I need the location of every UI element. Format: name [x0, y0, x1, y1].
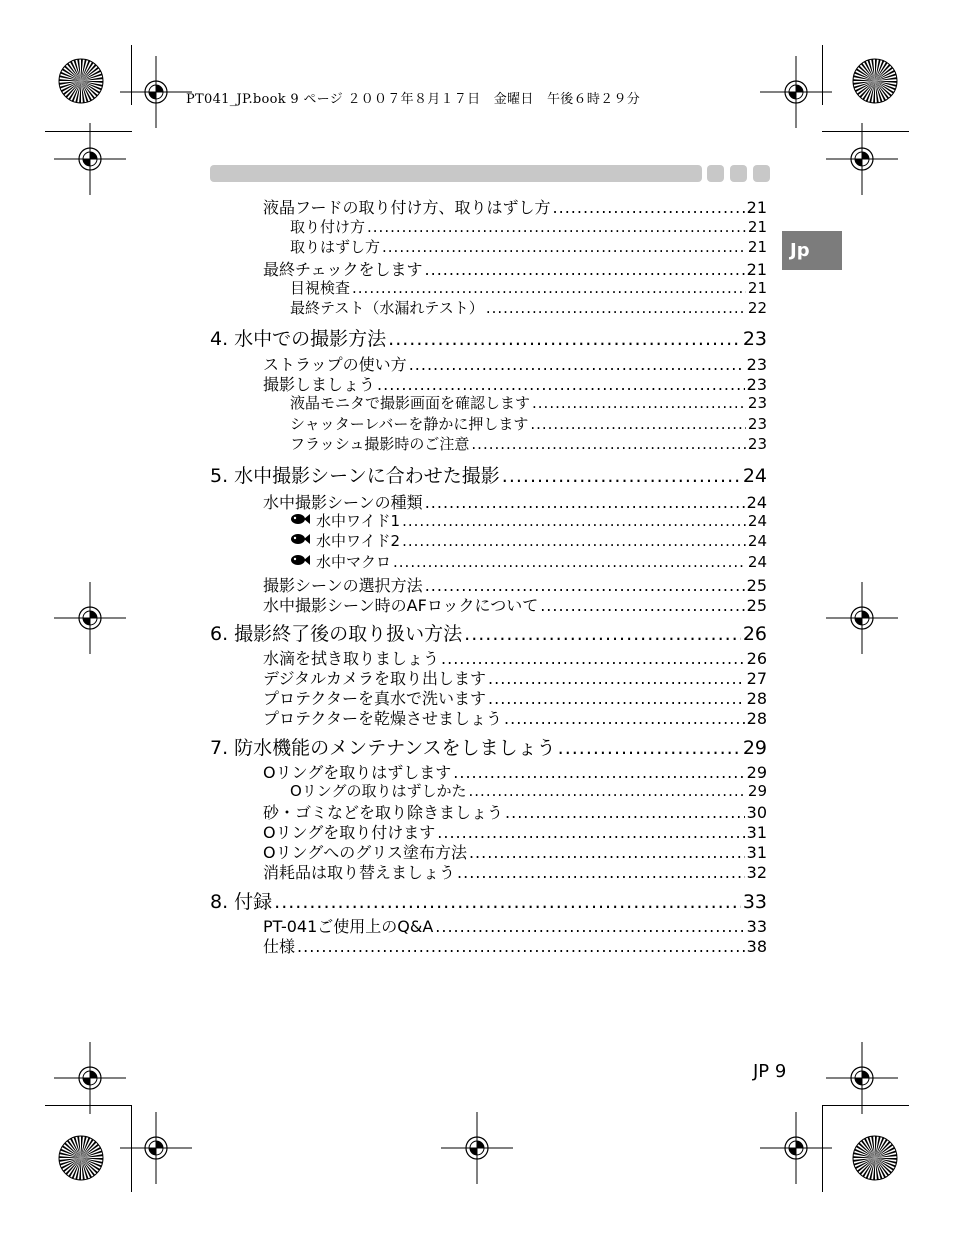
- toc-entry-title: [290, 510, 400, 531]
- toc-entry-title: [290, 530, 400, 551]
- toc-entry: [290, 433, 767, 452]
- toc-entry: [290, 530, 767, 549]
- toc-entry: [290, 413, 767, 432]
- toc-entry-text: 水中マクロ: [316, 553, 392, 571]
- toc-entry: [263, 706, 767, 726]
- toc-entry: [263, 914, 767, 934]
- toc-entry-text: プロテクターを乾燥させましょう: [263, 709, 503, 728]
- registration-mark-icon: [826, 123, 898, 195]
- toc-entry-text: 取り付け方: [290, 218, 366, 236]
- header-bar: [210, 165, 702, 182]
- toc-entry-text: シャッターレバーを静かに押します: [290, 415, 529, 433]
- toc-entry-text: 最終テスト（水漏れテスト）: [290, 299, 484, 317]
- color-target-icon: [58, 58, 104, 104]
- toc-entry-text: フラッシュ撮影時のご注意: [290, 435, 470, 453]
- toc-entry-title: [290, 780, 467, 801]
- toc-entry: [263, 820, 767, 840]
- toc-entry-text: 砂・ゴミなどを取り除きましょう: [263, 803, 504, 822]
- header-square: [707, 165, 724, 182]
- toc-entry-page: 27: [746, 669, 767, 688]
- toc-entry-text: 6. 撮影終了後の取り扱い方法: [210, 623, 463, 645]
- toc-entry-text: 水中撮影シーンの種類: [263, 493, 423, 512]
- toc-entry-page: 26: [742, 623, 767, 645]
- toc-entry-page: 28: [746, 709, 767, 728]
- toc-entry-text: 水中ワイド1: [316, 512, 401, 530]
- toc-entry: [263, 195, 767, 215]
- toc-entry-text: 5. 水中撮影シーンに合わせた撮影: [210, 465, 500, 487]
- toc-entry-page: 29: [742, 737, 767, 759]
- registration-mark-icon: [54, 1042, 126, 1114]
- toc-leader-dots: [558, 737, 741, 759]
- toc-entry-page: 21: [746, 198, 767, 217]
- toc-entry-text: Oリングへのグリス塗布方法: [263, 843, 467, 862]
- registration-mark-icon: [826, 1042, 898, 1114]
- toc-entry: [263, 573, 767, 593]
- toc-entry-title: [263, 706, 502, 729]
- toc-entry: [210, 324, 767, 350]
- toc-entry-page: 24: [747, 532, 767, 550]
- toc-entry: [263, 352, 767, 372]
- toc-entry-text: 水滴を拭き取りましょう: [263, 649, 440, 668]
- toc-entry-title: [210, 619, 462, 646]
- toc-entry-page: 33: [746, 917, 767, 936]
- toc-entry: [263, 490, 767, 510]
- toc-entry: [290, 392, 767, 411]
- toc-entry-text: Oリングの取りはずしかた: [290, 782, 467, 800]
- toc-leader-dots: [352, 279, 746, 297]
- toc-leader-dots: [553, 198, 745, 217]
- toc-entry-text: 水中ワイド2: [316, 532, 401, 550]
- toc-entry-page: 26: [746, 649, 767, 668]
- toc-leader-dots: [471, 435, 746, 453]
- fish-macro-icon: [290, 553, 316, 570]
- registration-mark-icon: [441, 1112, 513, 1184]
- toc-entry-text: 液晶モニタで撮影画面を確認します: [290, 394, 531, 412]
- page-number: JP 9: [753, 1061, 787, 1082]
- toc-entry-title: [290, 413, 528, 434]
- language-tab: Jp: [782, 231, 842, 270]
- registration-mark-icon: [54, 123, 126, 195]
- toc-leader-dots: [382, 238, 746, 256]
- toc-entry-page: 22: [747, 299, 767, 317]
- toc-entry: [290, 551, 767, 570]
- toc-entry-page: 28: [746, 689, 767, 708]
- toc-entry-page: 23: [742, 328, 767, 350]
- toc-leader-dots: [297, 937, 745, 956]
- toc-entry-title: [290, 216, 365, 237]
- toc-entry: [263, 840, 767, 860]
- toc-entry: [263, 686, 767, 706]
- toc-entry-text: 7. 防水機能のメンテナンスをしましょう: [210, 737, 556, 759]
- print-header: PT041_JP.book 9 ページ ２００７年８月１７日 金曜日 午後６時２９分: [186, 92, 641, 107]
- toc-entry-title: [210, 324, 386, 351]
- toc-entry-page: 33: [742, 891, 767, 913]
- toc-entry-page: 21: [746, 260, 767, 279]
- toc-entry-title: [290, 433, 469, 454]
- toc-leader-dots: [402, 532, 746, 550]
- toc-entry: [290, 510, 767, 529]
- toc-entry-title: [290, 392, 530, 413]
- toc-entry-text: 4. 水中での撮影方法: [210, 328, 387, 350]
- toc-entry-page: 25: [746, 576, 767, 595]
- toc-entry: [263, 934, 767, 954]
- toc-entry: [263, 372, 767, 392]
- toc-entry-page: 24: [742, 465, 767, 487]
- toc-entry-title: [290, 297, 484, 318]
- toc-entry-title: [210, 887, 272, 914]
- toc-entry: [290, 297, 767, 316]
- toc-entry-page: 31: [746, 823, 767, 842]
- toc-entry-page: 30: [746, 803, 767, 822]
- registration-mark-icon: [760, 56, 832, 128]
- toc-entry-text: 消耗品は取り替えましょう: [263, 863, 456, 882]
- toc-entry-page: 38: [746, 937, 767, 956]
- toc-entry-page: 21: [747, 279, 767, 297]
- toc-entry: [290, 277, 767, 296]
- toc-entry-page: 29: [746, 763, 767, 782]
- toc-entry-title: [290, 551, 391, 572]
- toc-leader-dots: [402, 512, 746, 530]
- toc-entry: [263, 257, 767, 277]
- toc-entry-text: Oリングを取り付けます: [263, 823, 436, 842]
- registration-mark-icon: [120, 56, 192, 128]
- toc-entry-page: 24: [747, 553, 767, 571]
- toc-entry-title: [290, 277, 350, 298]
- toc-entry-title: [263, 593, 538, 616]
- toc-entry-page: 23: [746, 355, 767, 374]
- toc-leader-dots: [393, 553, 746, 571]
- toc-entry-page: 21: [747, 218, 767, 236]
- toc-entry-page: 31: [746, 843, 767, 862]
- toc-entry-text: デジタルカメラを取り出します: [263, 669, 487, 688]
- toc-entry: [263, 760, 767, 780]
- toc-entry-title: [263, 195, 551, 218]
- toc-entry-page: 29: [747, 782, 767, 800]
- color-target-icon: [58, 1135, 104, 1181]
- registration-mark-icon: [120, 1112, 192, 1184]
- toc-entry-text: 最終チェックをします: [263, 260, 423, 279]
- fish-wide-2-icon: [290, 532, 316, 549]
- toc-entry-text: 8. 付録: [210, 891, 273, 913]
- toc-leader-dots: [464, 623, 741, 645]
- toc-entry-text: プロテクターを真水で洗います: [263, 689, 487, 708]
- toc-entry-title: [263, 860, 455, 883]
- toc-entry-page: 24: [747, 512, 767, 530]
- toc-entry-title: [210, 733, 556, 760]
- toc-entry-title: [263, 934, 295, 957]
- registration-mark-icon: [54, 582, 126, 654]
- toc-entry-page: 23: [747, 435, 767, 453]
- registration-mark-icon: [760, 1112, 832, 1184]
- toc-leader-dots: [457, 863, 745, 882]
- toc-entry-page: 23: [747, 394, 767, 412]
- toc-leader-dots: [469, 782, 746, 800]
- toc-leader-dots: [532, 394, 746, 412]
- toc-entry-text: 撮影シーンの選択方法: [263, 576, 423, 595]
- toc-leader-dots: [504, 709, 745, 728]
- toc-leader-dots: [274, 891, 741, 913]
- header-square: [753, 165, 770, 182]
- toc-entry-page: 23: [747, 415, 767, 433]
- toc-entry: [263, 666, 767, 686]
- color-target-icon: [852, 58, 898, 104]
- toc-leader-dots: [367, 218, 746, 236]
- toc-entry-text: ストラップの使い方: [263, 355, 407, 374]
- toc-entry-title: [290, 236, 380, 257]
- header-square: [730, 165, 747, 182]
- toc-entry: [210, 887, 767, 913]
- toc-entry-text: 仕様: [263, 937, 296, 956]
- toc-entry: [210, 733, 767, 759]
- toc-entry-text: 液晶フードの取り付け方、取りはずし方: [263, 198, 551, 217]
- toc-leader-dots: [530, 415, 746, 433]
- registration-mark-icon: [826, 582, 898, 654]
- toc-entry-text: 水中撮影シーン時のAFロックについて: [263, 596, 539, 615]
- color-target-icon: [852, 1135, 898, 1181]
- toc-entry-page: 25: [746, 596, 767, 615]
- toc-entry: [263, 860, 767, 880]
- toc-entry-text: Oリングを取りはずします: [263, 763, 452, 782]
- toc-entry: [263, 646, 767, 666]
- fish-wide-1-icon: [290, 512, 316, 529]
- toc-entry: [263, 800, 767, 820]
- toc-entry: [290, 236, 767, 255]
- toc-entry: [290, 216, 767, 235]
- toc-entry: [263, 593, 767, 613]
- toc-entry-page: 23: [746, 375, 767, 394]
- toc-entry-text: 取りはずし方: [290, 238, 381, 256]
- toc-entry-page: 32: [746, 863, 767, 882]
- toc-leader-dots: [502, 465, 741, 487]
- toc-entry-page: 24: [746, 493, 767, 512]
- toc-leader-dots: [388, 328, 741, 350]
- toc-entry-text: 目視検査: [290, 279, 351, 297]
- toc-entry-page: 21: [747, 238, 767, 256]
- toc-entry-title: [210, 461, 500, 488]
- toc-entry-text: PT-041ご使用上のQ&A: [263, 917, 434, 936]
- toc-leader-dots: [486, 299, 746, 317]
- toc-entry-text: 撮影しましょう: [263, 375, 376, 394]
- toc-entry: [210, 461, 767, 487]
- toc-leader-dots: [540, 596, 744, 615]
- toc-entry: [210, 619, 767, 645]
- toc-entry: [290, 780, 767, 799]
